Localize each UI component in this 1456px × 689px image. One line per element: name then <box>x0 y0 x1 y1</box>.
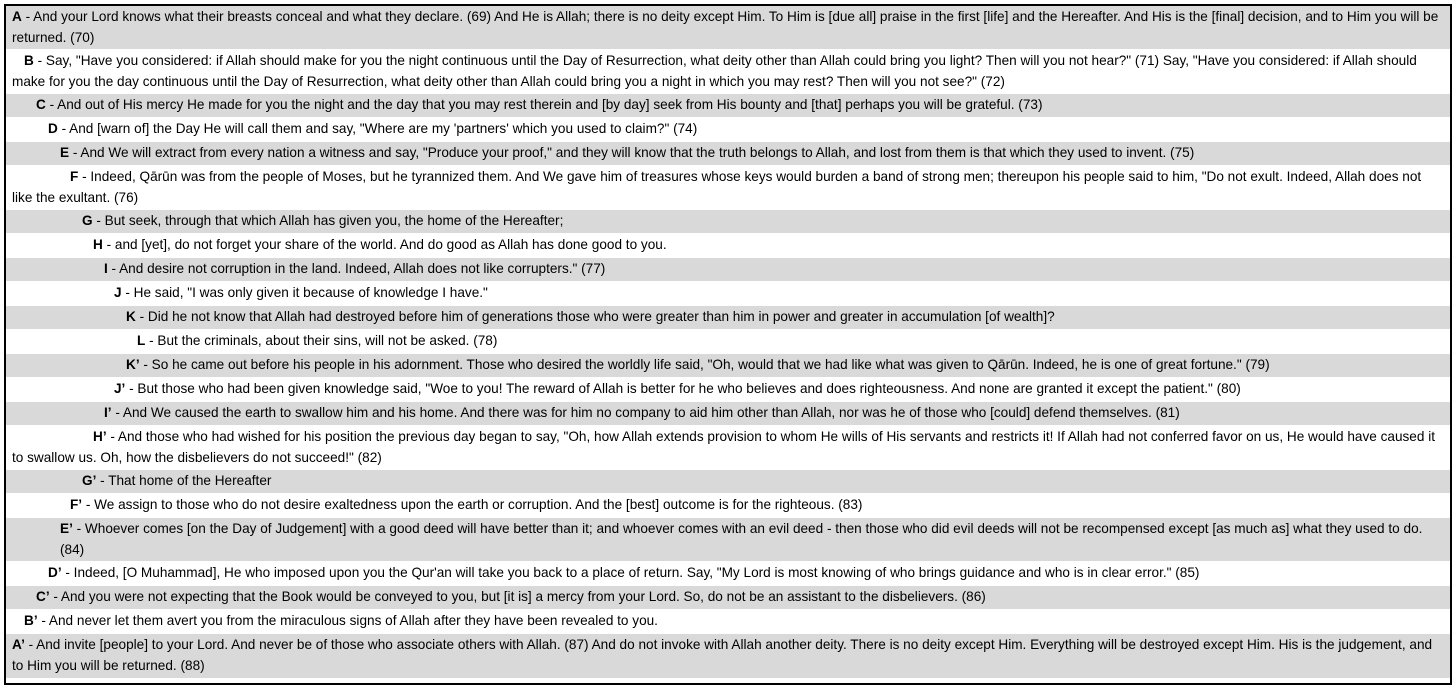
row-b <box>6 50 1450 94</box>
row-g-prime <box>6 470 1450 494</box>
row-k-prime <box>6 354 1450 378</box>
row-text: - And desire not corruption in the land. Indeed, Allah does not like corrupters." (77) <box>107 261 606 276</box>
row-j <box>6 282 1450 306</box>
row-label: D <box>48 121 58 136</box>
chiastic-structure-table <box>4 4 1452 685</box>
row-label: B’ <box>24 613 38 628</box>
row-label: G’ <box>82 473 97 488</box>
row-a <box>6 6 1450 50</box>
row-c-prime <box>6 586 1450 610</box>
row-c <box>6 94 1450 118</box>
row-label: F <box>70 169 79 184</box>
row-text: - And We will extract from every nation a witness and say, "Produce your proof," and they will know that the truth belongs to Allah, and lost from them is that which they used to invent. (75) <box>69 145 1195 160</box>
row-text: - And [warn of] the Day He will call them and say, "Where are my 'partners' which you used to claim?" (74) <box>57 121 698 136</box>
row-g <box>6 210 1450 234</box>
row-text: - But seek, through that which Allah has given you, the home of the Hereafter; <box>92 213 564 228</box>
row-label: J’ <box>114 381 126 396</box>
row-label: A’ <box>12 637 25 652</box>
row-label: G <box>82 213 93 228</box>
row-text: - But the criminals, about their sins, will not be asked. (78) <box>145 333 498 348</box>
row-label: B <box>24 53 34 68</box>
row-text: - And you were not expecting that the Book would be conveyed to you, but [it is] a mercy from your Lord. So, do not be an assistant to the disbelievers. (86) <box>49 589 986 604</box>
row-k <box>6 306 1450 330</box>
row-label: K’ <box>126 357 140 372</box>
row-f <box>6 166 1450 210</box>
row-text: - Whoever comes [on the Day of Judgement] with a good deed will have better than it; and whoever comes with an evil deed - then those who did evil deeds will not be recompensed except [as much as] what they used to do. (84) <box>60 521 1423 557</box>
row-text: - Indeed, [O Muhammad], He who imposed upon you the Qur'an will take you back to a place of return. Say, "My Lord is most knowing of who brings guidance and who is in clear error." (85) <box>61 565 1200 580</box>
row-e-prime <box>6 518 1450 562</box>
row-label: K <box>126 309 136 324</box>
row-text: - And invite [people] to your Lord. And never be of those who associate others with Allah. (87) And do not invoke with Allah another deity. There is no deity except Him. Everything will be destroyed except Him. His is the judgement, and to Him you will be returned. (88) <box>12 637 1433 673</box>
row-i-prime <box>6 402 1450 426</box>
row-text: - And out of His mercy He made for you the night and the day that you may rest therein and [by day] seek from His bounty and [that] perhaps you will be grateful. (73) <box>45 97 1043 112</box>
row-label: E’ <box>60 521 73 536</box>
row-d <box>6 118 1450 142</box>
row-text: - Indeed, Qārūn was from the people of Moses, but he tyrannized them. And We gave him of treasures whose keys would burden a band of strong men; thereupon his people said to him, "Do not exult. Indeed, Allah does not like the exultant. (76) <box>12 169 1422 205</box>
row-text: - But those who had been given knowledge said, "Woe to you! The reward of Allah is better for he who believes and does righteousness. And none are granted it except the patient." (80) <box>125 381 1241 396</box>
row-text: - And We caused the earth to swallow him and his home. And there was for him no company to aid him other than Allah, nor was he of those who [could] defend themselves. (81) <box>111 405 1180 420</box>
row-text: - We assign to those who do not desire exaltedness upon the earth or corruption. And the [best] outcome is for the righteous. (83) <box>82 497 863 512</box>
row-label: I <box>104 261 108 276</box>
row-l <box>6 330 1450 354</box>
row-label: C’ <box>36 589 50 604</box>
row-f-prime <box>6 494 1450 518</box>
row-text: - So he came out before his people in his adornment. Those who desired the worldly life said, "Oh, would that we had like what was given to Qārūn. Indeed, he is one of great fortune." (79) <box>139 357 1270 372</box>
row-text: - And never let them avert you from the miraculous signs of Allah after they have been revealed to you. <box>37 613 658 628</box>
row-i <box>6 258 1450 282</box>
row-label: E <box>60 145 70 160</box>
row-text: - He said, "I was only given it because of knowledge I have." <box>121 285 488 300</box>
row-label: A <box>12 9 22 24</box>
row-j-prime <box>6 378 1450 402</box>
row-text: - And your Lord knows what their breasts conceal and what they declare. (69) And He is Allah; there is no deity except Him. To Him is [due all] praise in the first [life] and the Hereafter. And His is the [final] decision, and to Him you will be returned. (70) <box>12 9 1439 45</box>
row-text: - and [yet], do not forget your share of the world. And do good as Allah has done good to you. <box>102 237 667 252</box>
row-b-prime <box>6 610 1450 634</box>
row-a-prime <box>6 634 1450 678</box>
row-text: - That home of the Hereafter <box>96 473 272 488</box>
row-label: F’ <box>70 497 83 512</box>
row-label: H <box>93 237 103 252</box>
row-h-prime <box>6 426 1450 470</box>
row-label: H’ <box>93 429 107 444</box>
row-label: J <box>114 285 122 300</box>
row-d-prime <box>6 562 1450 586</box>
row-text: - Say, "Have you considered: if Allah should make for you the night continuous until the Day of Resurrection, what deity other than Allah could bring you light? Then will you not hear?" (71) Say, "Have you considered: if Allah should make for you the day continuous until the Day of Resurrection, what deity other than Allah could bring you a night in which you may rest? Then will you not see?" (72) <box>12 53 1417 89</box>
row-label: L <box>137 333 146 348</box>
row-label: C <box>36 97 46 112</box>
row-label: D’ <box>48 565 62 580</box>
row-e <box>6 142 1450 166</box>
row-text: - Did he not know that Allah had destroyed before him of generations those who were greater than him in power and greater in accumulation [of wealth]? <box>135 309 1055 324</box>
row-text: - And those who had wished for his position the previous day began to say, "Oh, how Allah extends provision to whom He wills of His servants and restricts it! If Allah had not conferred favor on us, He would have caused it to swallow us. Oh, how the disbelievers do not succeed!" (82) <box>12 429 1436 465</box>
row-label: I’ <box>104 405 112 420</box>
row-h <box>6 234 1450 258</box>
